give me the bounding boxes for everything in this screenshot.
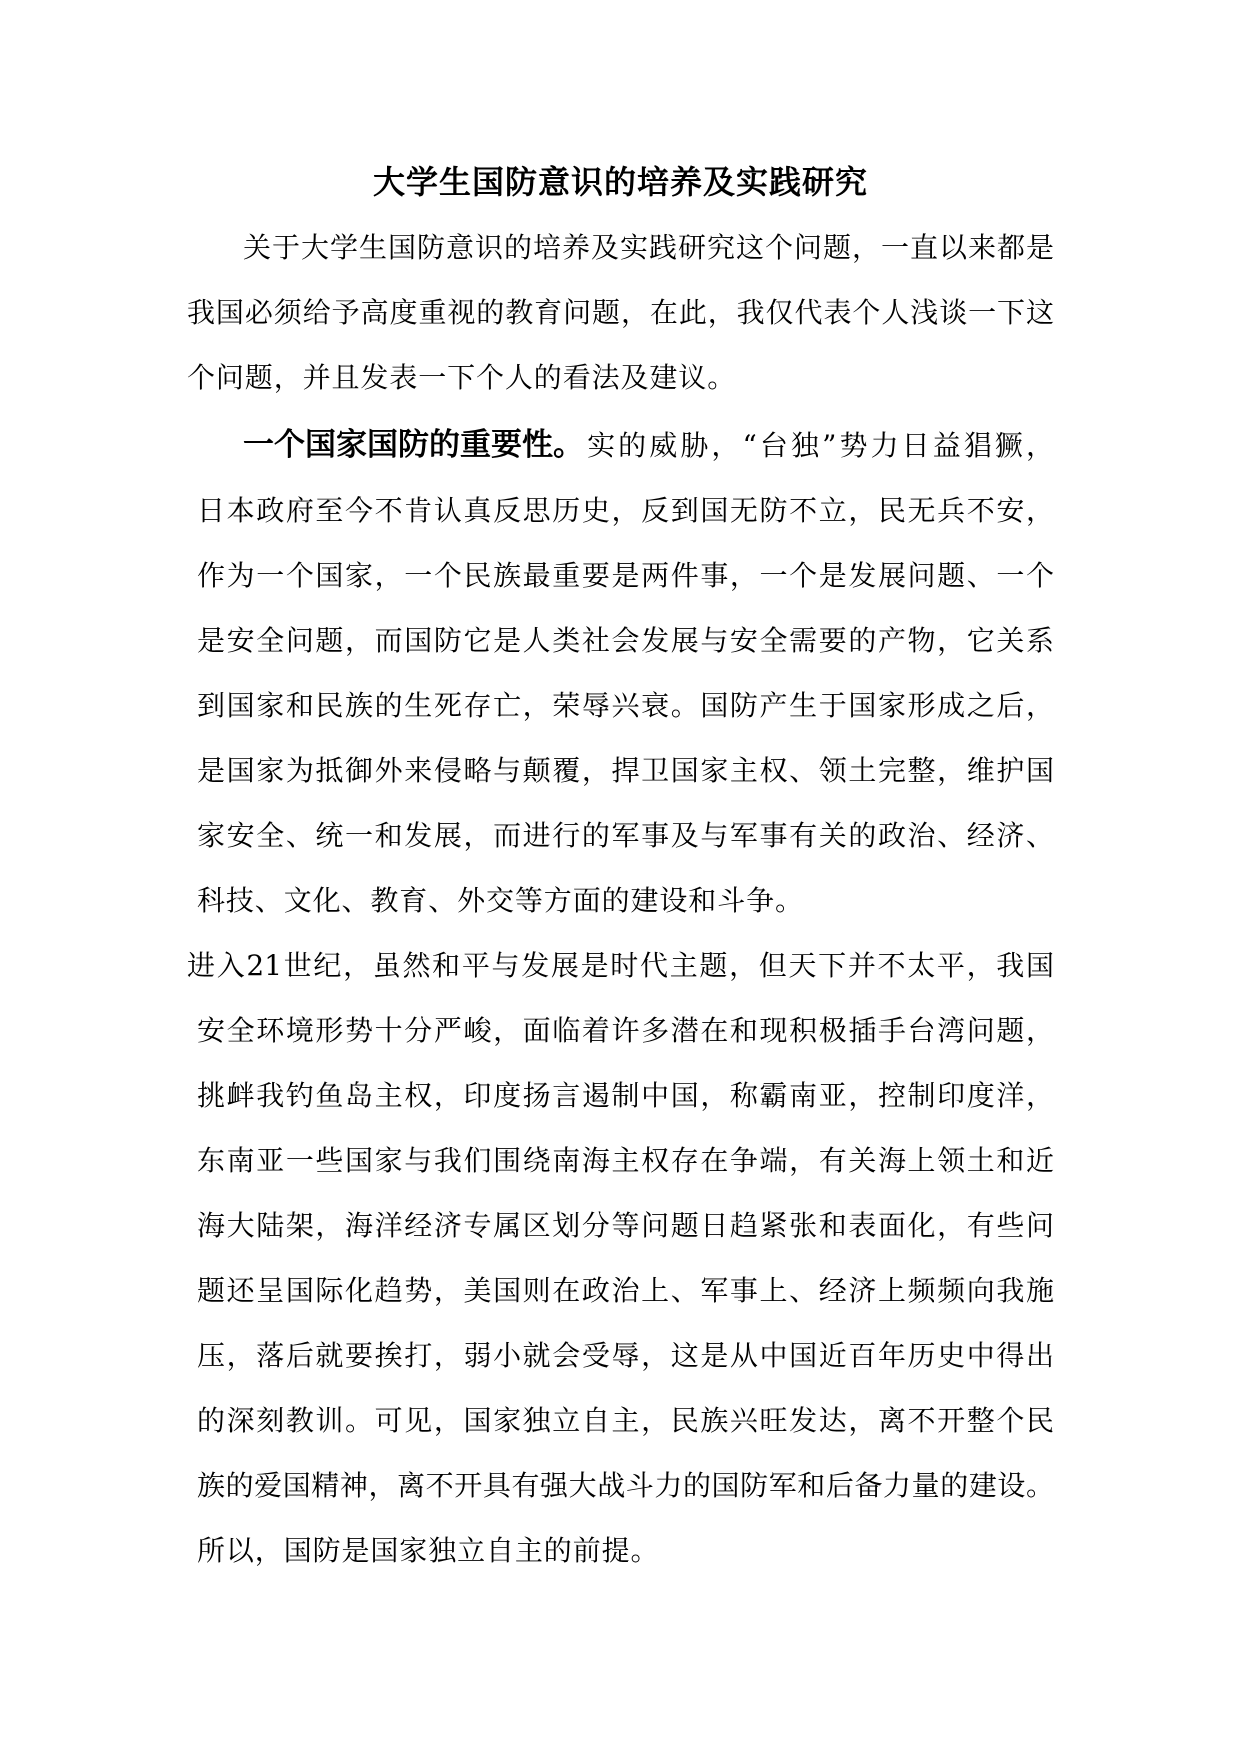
paragraph-line: 个问题，并且发表一下个人的看法及建议。 (187, 361, 737, 394)
paragraph-line: 所以，国防是国家独立自主的前提。 (197, 1534, 660, 1567)
paragraph-line: 的深刻教训。可见，国家独立自主，民族兴旺发达，离不开整个民 (197, 1404, 1054, 1437)
paragraph-intro (187, 215, 1054, 410)
paragraph-line: 我国必须给予高度重视的教育问题，在此，我仅代表个人浅谈一下这 (187, 296, 1054, 329)
paragraph-line: 关于大学生国防意识的培养及实践研究这个问题，一直以来都是 (243, 231, 1054, 264)
paragraph-line: 是国家为抵御外来侵略与颠覆，捍卫国家主权、领土完整，维护国 (197, 754, 1054, 787)
paragraph-line: 压，落后就要挨打，弱小就会受辱，这是从中国近百年历史中得出 (197, 1339, 1054, 1372)
paragraph-line: 到国家和民族的生死存亡，荣辱兴衰。国防产生于国家形成之后， (197, 689, 1054, 722)
paragraph-importance (187, 413, 1054, 933)
paragraph-line: 挑衅我钓鱼岛主权，印度扬言遏制中国，称霸南亚，控制印度洋， (197, 1079, 1054, 1112)
paragraph-line-text: 实的威胁，“台独”势力日益猖獗， (584, 429, 1054, 462)
document-title: 大学生国防意识的培养及实践研究 (372, 163, 868, 201)
paragraph-line: 海大陆架，海洋经济专属区划分等问题日趋紧张和表面化，有些问 (197, 1209, 1054, 1242)
paragraph-line: 是安全问题，而国防它是人类社会发展与安全需要的产物，它关系 (197, 624, 1054, 657)
document-body (187, 215, 1054, 1583)
paragraph-line: 族的爱国精神，离不开具有强大战斗力的国防军和后备力量的建设。 (197, 1469, 1054, 1502)
paragraph-line: 科技、文化、教育、外交等方面的建设和斗争。 (197, 884, 804, 917)
paragraph-line: 家安全、统一和发展，而进行的军事及与军事有关的政治、经济、 (197, 819, 1054, 852)
paragraph-line: 题还呈国际化趋势，美国则在政治上、军事上、经济上频频向我施 (197, 1274, 1054, 1307)
paragraph-line (187, 413, 1054, 478)
section-heading: 一个国家国防的重要性。 (243, 427, 584, 463)
paragraph-line: 进入21世纪，虽然和平与发展是时代主题，但天下并不太平，我国 (187, 949, 1054, 982)
paragraph-line: 东南亚一些国家与我们围绕南海主权存在争端，有关海上领土和近 (197, 1144, 1054, 1177)
paragraph-line: 作为一个国家，一个民族最重要是两件事，一个是发展问题、一个 (197, 559, 1054, 592)
paragraph-line: 日本政府至今不肯认真反思历史，反到国无防不立，民无兵不安， (197, 494, 1054, 527)
paragraph-line: 安全环境形势十分严峻，面临着许多潜在和现积极插手台湾问题， (197, 1014, 1054, 1047)
paragraph-21st-century (187, 933, 1054, 1583)
